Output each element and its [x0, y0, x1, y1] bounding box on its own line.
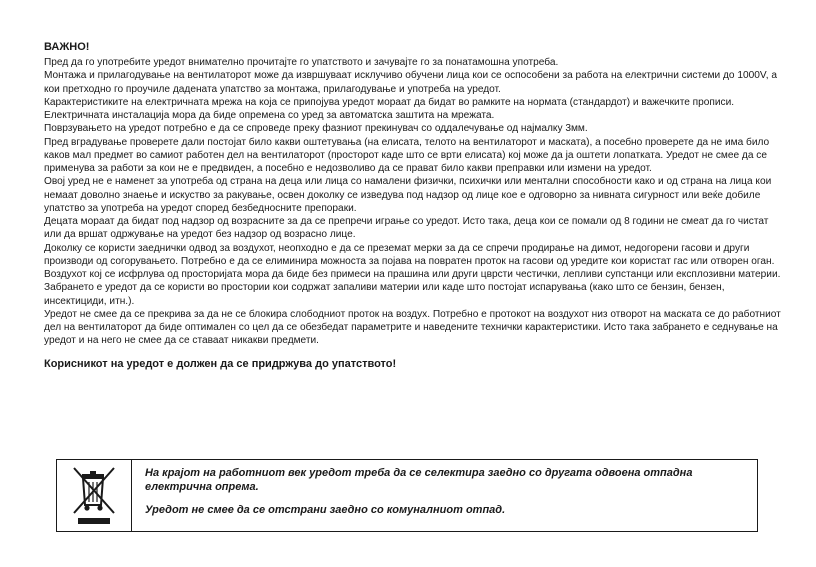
paragraph-electrical-network: Карактеристиките на електричната мрежа на која се припојува уредот мораат да бидат во рамките на нормата (стандардот) и важечките прописи. Електричната инсталација мора да биде опремена со уред за автоматска заштита на мрежата.: [44, 96, 735, 121]
paragraph-damage-check: Пред вградување проверете дали постојат било какви оштетувања (на елисата, телото на вентилаторот и маската), а посебно проверете да не има било каков мал предмет во самиот работен дел на вентилаторот (просторот каде што се врти елисата) кој може да ја оштети лопатката. Уредот не смее да се применува за работи за кои не е предвиден, а посебно е недозволиво да се прават било какви преправки или измени на уредот.: [44, 136, 770, 174]
paragraph-phase-switch: Поврзувањето на уредот потребно е да се спроведе преку фазниот прекинувач со оддалечување од најмалку 3мм.: [44, 123, 588, 135]
user-compliance-notice: Корисникот на уредот е должен да се придржува до упатството!: [44, 357, 397, 370]
crossed-out-wheelie-bin-icon: [57, 460, 132, 531]
paragraph-child-supervision: Децата мораат да бидат под надзор од возрасните за да се препречи играње со уредот. Исто така, деца кои се помали од 8 години не смеат да го чистат или да вршат одржување на уредот без надзор од возрасно лице.: [44, 216, 769, 241]
weee-line-no-household-waste: Уредот не смее да се отстрани заедно со комуналниот отпад.: [145, 504, 506, 516]
paragraph-installation: Монтажа и прилагодување на вентилаторот може да извршуваат исклучиво обучени лица кои се оспособени за работа на електрични системи до 1000V, а кои претходно го проучиле дадената упатство за монтажа, прилагодување и употреба на уредот.: [44, 70, 777, 95]
important-heading: ВАЖНО!: [44, 41, 90, 53]
paragraph-common-exhaust: Доколку се користи заеднички одвод за воздухот, неопходно е да се преземат мерки за да се спречи продирање на димот, недогорени гасови и други производи од согорувањето. Потребно е да се елиминира можноста за појава на повратен проток на гасови од уредите кои користат гас или отворен оган. Воздухот кој се исфрлува од просторијата мора да биде без примеси на прашина или други цврсти честички, лепливи супстанци или експлозивни материи. Забрането е уредот да се користи во простории кои содржат запаливи материи или каде што постојат испарувања (како што се бензин, бензен, инсектициди, итн.).: [44, 242, 781, 307]
weee-text: [145, 466, 745, 517]
paragraph-not-for-children: Овој уред не е наменет за употреба од страна на деца или лица со намалени физички, психички или ментални способности како и од страна на лица кои немаат доволно знаење и искуство за ракување, освен доколку се изведува под надзор од лице кое е одговорно за нивната сигурност или веќе добиле упатство за употреба на уредот според безбедносните препораки.: [44, 176, 772, 214]
paragraph-read-instructions: Пред да го употребите уредот внимателно прочитајте го упатството и зачувајте го за понатамошна употреба.: [44, 57, 559, 68]
document-page: [44, 40, 784, 371]
weee-line-separate-collection: На крајот на работниот век уредот треба да се селектира заедно со другата одвоена отпадна електрична опрема.: [145, 467, 693, 493]
weee-disposal-box: [56, 459, 758, 532]
paragraph-airflow: Уредот не смее да се прекрива за да не се блокира слободниот проток на воздух. Потребно е протокот на воздухот низ отворот на маската се до работниот дел на вентилаторот да биде оптимален со цел да се обезбедат параметрите и наведените технички карактеристики. Исто така забрането е седнување на уредот и на него не смее да се ставаат никакви предмети.: [44, 308, 781, 347]
